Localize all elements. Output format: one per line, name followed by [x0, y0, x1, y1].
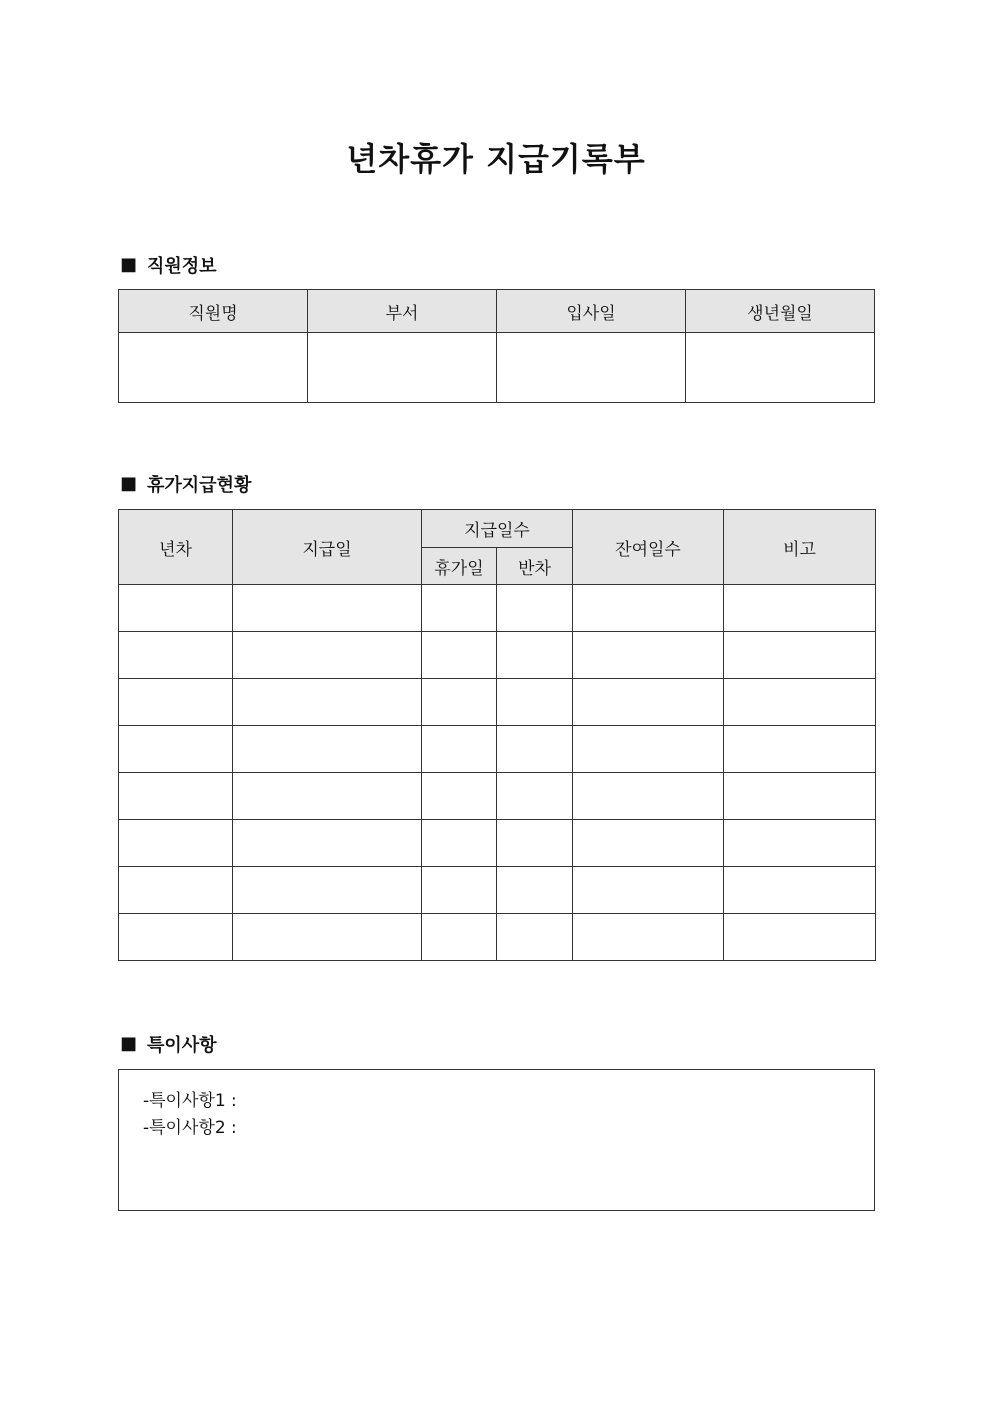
- section-employee-heading: [120, 253, 217, 277]
- year-cell[interactable]: [119, 585, 233, 632]
- square-bullet-icon: ■: [120, 473, 138, 494]
- remarks-cell[interactable]: [724, 679, 876, 726]
- leave-day-cell[interactable]: [422, 585, 497, 632]
- half-day-cell[interactable]: [497, 679, 573, 726]
- year-cell[interactable]: [119, 867, 233, 914]
- remarks-cell[interactable]: [724, 632, 876, 679]
- remaining-days-cell[interactable]: [573, 773, 724, 820]
- header-department: 부서: [308, 290, 497, 333]
- header-grant-days: 지급일수: [422, 510, 573, 548]
- table-row: [119, 820, 876, 867]
- leave-header-row-1: [119, 510, 876, 548]
- employee-value-row: [119, 333, 875, 403]
- leave-day-cell[interactable]: [422, 726, 497, 773]
- employee-header-row: [119, 290, 875, 333]
- grant-date-cell[interactable]: [233, 632, 422, 679]
- table-row: [119, 726, 876, 773]
- table-row: [119, 867, 876, 914]
- header-employee-name: 직원명: [119, 290, 308, 333]
- remaining-days-cell[interactable]: [573, 914, 724, 961]
- section-leave-heading: [120, 472, 251, 496]
- remaining-days-cell[interactable]: [573, 820, 724, 867]
- join-date-cell[interactable]: [497, 333, 686, 403]
- department-cell[interactable]: [308, 333, 497, 403]
- remaining-days-cell[interactable]: [573, 679, 724, 726]
- half-day-cell[interactable]: [497, 867, 573, 914]
- year-cell[interactable]: [119, 632, 233, 679]
- remarks-cell[interactable]: [724, 914, 876, 961]
- header-join-date: 입사일: [497, 290, 686, 333]
- leave-day-cell[interactable]: [422, 914, 497, 961]
- year-cell[interactable]: [119, 726, 233, 773]
- header-grant-date: 지급일: [233, 510, 422, 585]
- remaining-days-cell[interactable]: [573, 867, 724, 914]
- notes-box[interactable]: [118, 1069, 875, 1211]
- grant-date-cell[interactable]: [233, 914, 422, 961]
- header-year: 년차: [119, 510, 233, 585]
- grant-date-cell[interactable]: [233, 867, 422, 914]
- leave-day-cell[interactable]: [422, 867, 497, 914]
- header-half-day: 반차: [497, 548, 573, 585]
- grant-date-cell[interactable]: [233, 679, 422, 726]
- half-day-cell[interactable]: [497, 820, 573, 867]
- remarks-cell[interactable]: [724, 820, 876, 867]
- remarks-cell[interactable]: [724, 585, 876, 632]
- leave-day-cell[interactable]: [422, 773, 497, 820]
- leave-grant-table: [118, 509, 876, 961]
- birth-date-cell[interactable]: [686, 333, 875, 403]
- half-day-cell[interactable]: [497, 632, 573, 679]
- section-notes-heading: [120, 1032, 217, 1056]
- year-cell[interactable]: [119, 914, 233, 961]
- note-line-2: -특이사항2 :: [143, 1118, 237, 1138]
- header-remaining-days: 잔여일수: [573, 510, 724, 585]
- header-leave-day: 휴가일: [422, 548, 497, 585]
- employee-info-table: [118, 289, 875, 403]
- note-line-1: -특이사항1 :: [143, 1091, 237, 1111]
- leave-day-cell[interactable]: [422, 679, 497, 726]
- employee-name-cell[interactable]: [119, 333, 308, 403]
- remarks-cell[interactable]: [724, 726, 876, 773]
- remaining-days-cell[interactable]: [573, 726, 724, 773]
- header-birth-date: 생년월일: [686, 290, 875, 333]
- section-notes-label: 특이사항: [147, 1035, 217, 1056]
- remarks-cell[interactable]: [724, 773, 876, 820]
- half-day-cell[interactable]: [497, 914, 573, 961]
- table-row: [119, 632, 876, 679]
- section-leave-label: 휴가지급현황: [147, 475, 252, 496]
- remaining-days-cell[interactable]: [573, 585, 724, 632]
- leave-day-cell[interactable]: [422, 632, 497, 679]
- table-row: [119, 679, 876, 726]
- table-row: [119, 773, 876, 820]
- table-row: [119, 914, 876, 961]
- half-day-cell[interactable]: [497, 773, 573, 820]
- grant-date-cell[interactable]: [233, 773, 422, 820]
- grant-date-cell[interactable]: [233, 585, 422, 632]
- page-title: 년차휴가 지급기록부: [346, 140, 646, 178]
- leave-table-body: [119, 585, 876, 961]
- square-bullet-icon: ■: [120, 1033, 138, 1054]
- half-day-cell[interactable]: [497, 585, 573, 632]
- remaining-days-cell[interactable]: [573, 632, 724, 679]
- section-employee-label: 직원정보: [147, 256, 217, 277]
- half-day-cell[interactable]: [497, 726, 573, 773]
- table-row: [119, 585, 876, 632]
- year-cell[interactable]: [119, 679, 233, 726]
- grant-date-cell[interactable]: [233, 726, 422, 773]
- square-bullet-icon: ■: [120, 254, 138, 275]
- year-cell[interactable]: [119, 773, 233, 820]
- year-cell[interactable]: [119, 820, 233, 867]
- grant-date-cell[interactable]: [233, 820, 422, 867]
- remarks-cell[interactable]: [724, 867, 876, 914]
- header-remarks: 비고: [724, 510, 876, 585]
- leave-day-cell[interactable]: [422, 820, 497, 867]
